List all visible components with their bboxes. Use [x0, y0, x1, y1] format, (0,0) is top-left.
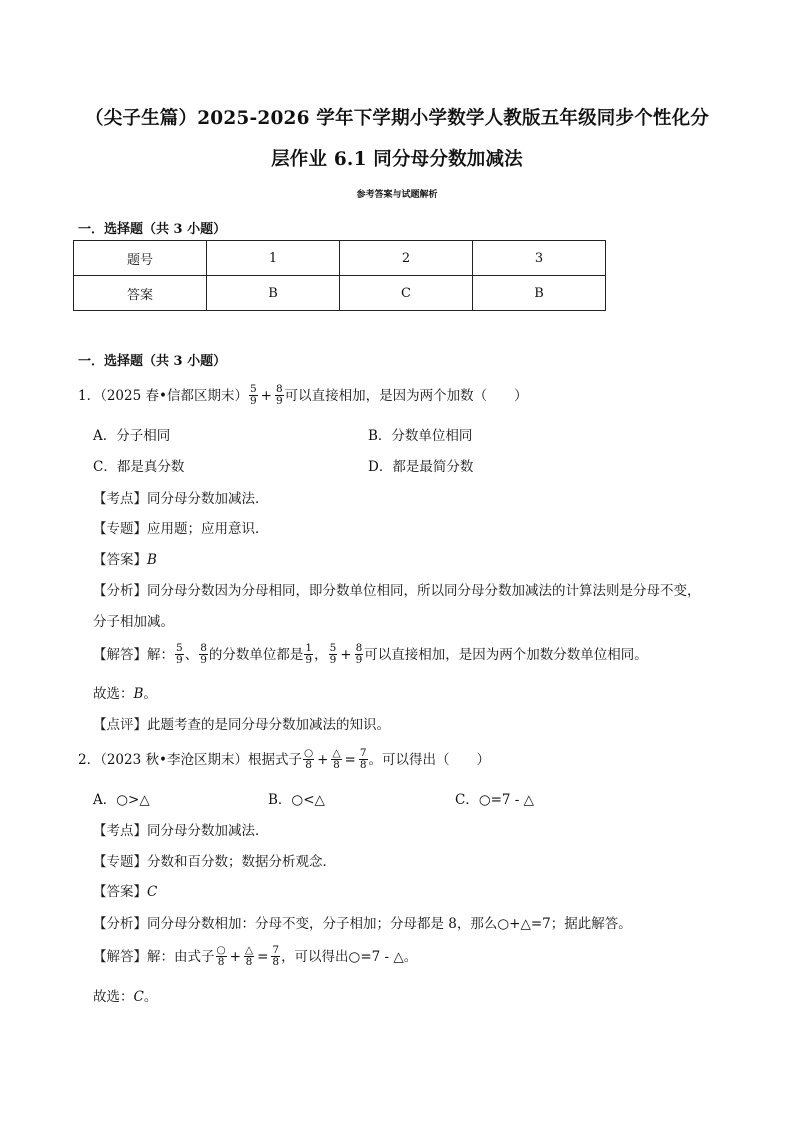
- question-2-answer: 【答案】C: [93, 884, 158, 900]
- question-1-zhuanti: 【专题】应用题；应用意识．: [93, 521, 269, 537]
- question-1-solution: 【解答】解： $\frac{5}{9}$ 、 $\frac{8}{9}$ 的分数单位都是 $\frac{1}{9}$ ， $\frac{5}{9}$ + $\frac{8}{9}$ 可以直接相加，是因为两个加数分数单位相同。: [93, 641, 648, 666]
- question-1-option-b: B．分数单位相同: [368, 428, 473, 444]
- fraction: $\frac{7}{8}$: [272, 943, 280, 968]
- question-2-analysis: 【分析】同分母分数相加：分母不变，分子相加；分母都是 8，那么○+△=7；据此解答。: [93, 916, 632, 932]
- fraction: $\frac{8}{9}$: [355, 641, 363, 666]
- fraction: $\frac{○}{8}$: [303, 746, 314, 771]
- question-2-option-b: B．○<△: [268, 792, 325, 808]
- table-cell: 3: [473, 241, 606, 276]
- table-row: [74, 276, 606, 311]
- question-1-analysis-line1: 【分析】同分母分数因为分母相同，即分数单位相同，所以同分母分数加减法的计算法则是分母不变，: [93, 583, 701, 599]
- question-2-solution: 【解答】解：由式子 $\frac{○}{8}$ + $\frac{\triangle}{8}$ = $\frac{7}{8}$ ，可以得出○=7 - △。: [93, 943, 418, 968]
- table-cell: 1: [207, 241, 340, 276]
- document-title-line1: （尖子生篇）2025-2026 学年下学期小学数学人教版五年级同步个性化分: [85, 108, 709, 129]
- table-row: [74, 241, 606, 276]
- fraction: $\frac{8}{9}$: [275, 382, 283, 407]
- answer-table: [73, 240, 606, 311]
- fraction: $\frac{\triangle}{8}$: [332, 746, 341, 771]
- table-cell: C: [340, 276, 473, 311]
- question-1-option-d: D．都是最简分数: [368, 459, 474, 475]
- table-cell: 2: [340, 241, 473, 276]
- table-cell: 题号: [74, 241, 207, 276]
- fraction: $\frac{1}{9}$: [305, 641, 313, 666]
- question-1-option-a: A．分子相同: [93, 428, 171, 444]
- table-cell: B: [473, 276, 606, 311]
- question-2-kaodian: 【考点】同分母分数加减法．: [93, 823, 269, 839]
- question-1-analysis-line2: 分子相加减。: [93, 614, 174, 630]
- question-2-choice: 故选：C。: [93, 989, 158, 1005]
- detail-section-heading: 一．选择题（共 3 小题）: [78, 354, 227, 369]
- question-1-choice: 故选：B。: [93, 686, 157, 702]
- question-2-zhuanti: 【专题】分数和百分数；数据分析观念．: [93, 854, 336, 870]
- question-1-stem: 1．（2025 春•信都区期末） $\frac{5}{9}$ + $\frac{8}{9}$ 可以直接相加，是因为两个加数（ ）: [78, 382, 528, 407]
- table-cell: B: [207, 276, 340, 311]
- fraction: $\frac{7}{8}$: [359, 746, 367, 771]
- fraction: $\frac{5}{9}$: [329, 641, 337, 666]
- question-1-answer: 【答案】B: [93, 552, 157, 568]
- document-title-line2: 层作业 6.1 同分母分数加减法: [271, 149, 523, 170]
- question-1-kaodian: 【考点】同分母分数加减法．: [93, 491, 269, 507]
- question-1-option-c: C．都是真分数: [93, 459, 185, 475]
- fraction: $\frac{\triangle}{8}$: [244, 943, 254, 968]
- fraction: $\frac{5}{9}$: [176, 641, 183, 666]
- document-subtitle: 参考答案与试题解析: [356, 190, 438, 200]
- question-1-comment: 【点评】此题考查的是同分母分数加减法的知识。: [93, 717, 390, 733]
- question-2-option-c: C．○=7 - △: [455, 792, 535, 808]
- question-2-stem: 2．（2023 秋•李沧区期末）根据式子 $\frac{○}{8}$ + $\frac{\triangle}{8}$ = $\frac{7}{8}$ 。可以得出（ ）: [78, 746, 491, 771]
- question-2-option-a: A．○>△: [93, 792, 150, 808]
- fraction: $\frac{8}{9}$: [200, 641, 207, 666]
- answer-section-heading: 一．选择题（共 3 小题）: [78, 222, 227, 237]
- fraction: $\frac{○}{8}$: [216, 943, 226, 968]
- table-cell: 答案: [74, 276, 207, 311]
- fraction: $\frac{5}{9}$: [249, 382, 257, 407]
